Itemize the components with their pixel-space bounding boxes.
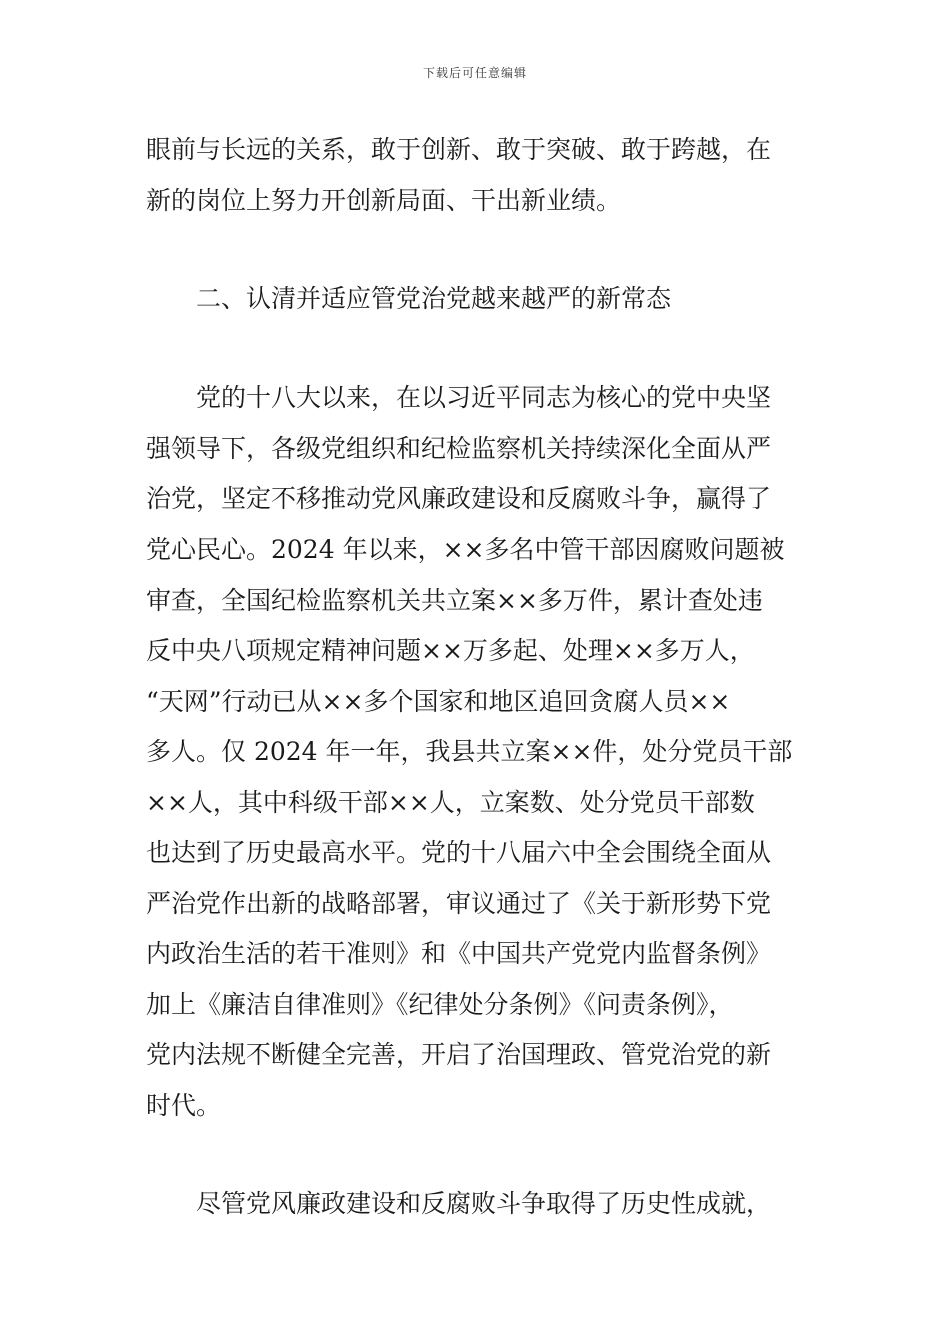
body-line: 内政治生活的若干准则》和《中国共产党党内监督条例》 bbox=[146, 939, 772, 968]
body-line: 强领导下，各级党组织和纪检监察机关持续深化全面从严 bbox=[146, 434, 772, 463]
body-line: 党内法规不断健全完善，开启了治国理政、管党治党的新 bbox=[146, 1040, 772, 1069]
body-line: 加上《廉洁自律准则》《纪律处分条例》《问责条例》， bbox=[146, 990, 734, 1019]
body-line: 治党，坚定不移推动党风廉政建设和反腐败斗争，赢得了 bbox=[146, 484, 772, 513]
body-line: 时代。 bbox=[146, 1091, 222, 1120]
body-line: 眼前与长远的关系，敢于创新、敢于突破、敢于跨越，在 bbox=[146, 135, 772, 164]
body-line: 尽管党风廉政建设和反腐败斗争取得了历史性成就， bbox=[196, 1189, 772, 1218]
body-line: 新的岗位上努力开创新局面、干出新业绩。 bbox=[146, 186, 622, 215]
body-line: 审查，全国纪检监察机关共立案××多万件，累计查处违 bbox=[146, 586, 763, 615]
body-line: 党心民心。2024 年以来，××多名中管干部因腐败问题被 bbox=[146, 535, 785, 564]
body-line: 多人。仅 2024 年一年，我县共立案××件，处分党员干部 bbox=[146, 737, 793, 766]
body-line: 党的十八大以来，在以习近平同志为核心的党中央坚 bbox=[196, 383, 772, 412]
body-line: 反中央八项规定精神问题××万多起、处理××多万人， bbox=[146, 636, 755, 665]
page-header: 下载后可任意编辑 bbox=[422, 66, 527, 80]
body-line: 也达到了历史最高水平。党的十八届六中全会围绕全面从 bbox=[146, 838, 772, 867]
body-line: ××人，其中科级干部××人，立案数、处分党员干部数 bbox=[146, 788, 755, 817]
body-line: 严治党作出新的战略部署，审议通过了《关于新形势下党 bbox=[146, 889, 772, 918]
section-heading: 二、认清并适应管党治党越来越严的新常态 bbox=[196, 284, 672, 313]
body-line: “天网”行动已从××多个国家和地区追回贪腐人员×× bbox=[146, 687, 731, 716]
